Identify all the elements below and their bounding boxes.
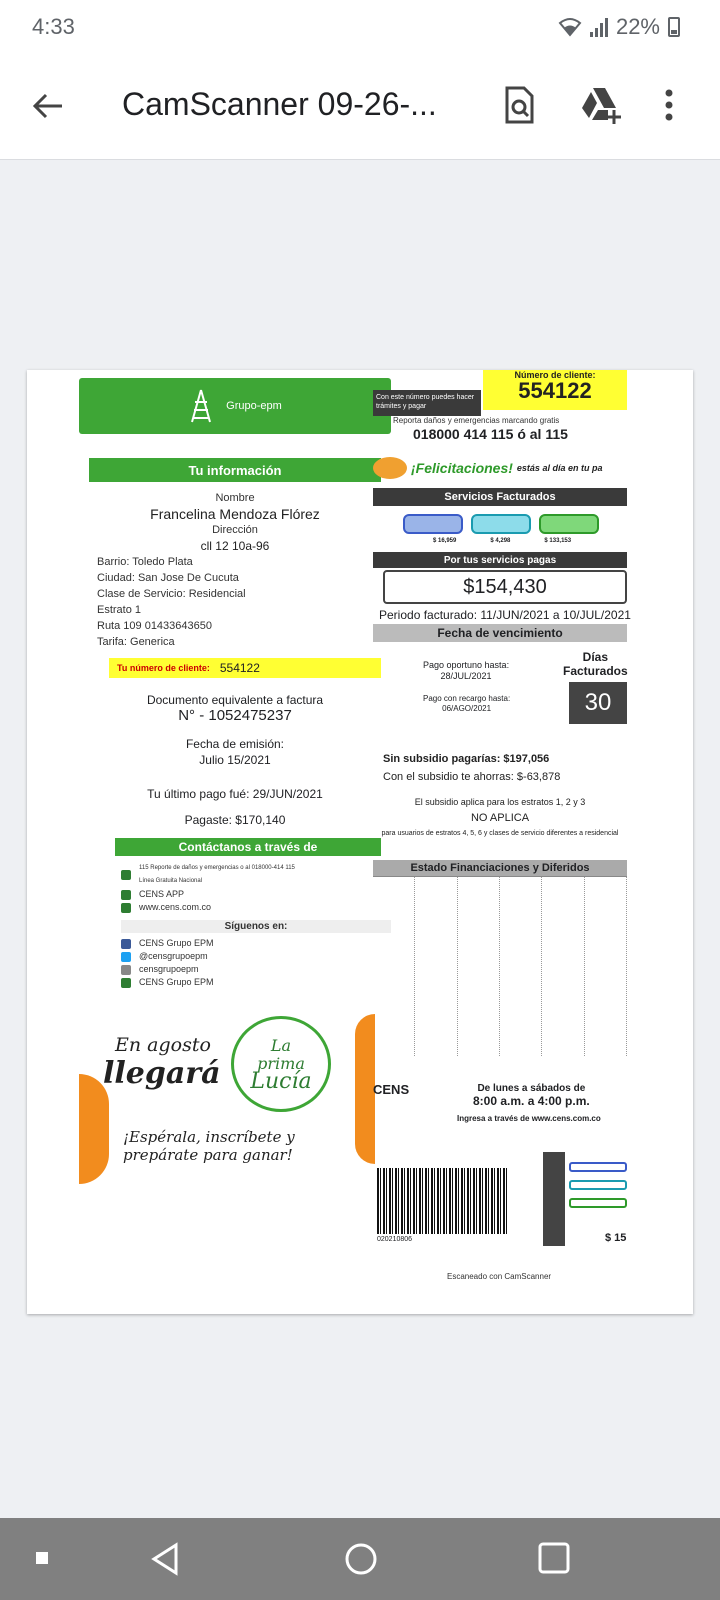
contact-item: www.cens.com.co xyxy=(121,901,391,914)
promo-line-3: ¡Espérala, inscríbete y prepárate para ganar! xyxy=(123,1128,295,1164)
phone-icon xyxy=(121,870,131,880)
dias-value: 30 xyxy=(569,682,627,724)
facebook-icon xyxy=(121,939,131,949)
tarifa: Tarifa: Generica xyxy=(97,636,175,648)
instagram-icon xyxy=(121,965,131,975)
find-in-document-button[interactable] xyxy=(496,82,542,128)
paid-amount: Pagaste: $170,140 xyxy=(184,813,286,827)
twitter-icon xyxy=(121,952,131,962)
bill-left-column xyxy=(79,378,391,1278)
financiaciones-title: Estado Financiaciones y Diferidos xyxy=(373,860,627,876)
felicitaciones-row: ¡Felicitaciones! estás al día en tu pa xyxy=(373,454,627,482)
contact-item: CENS APP xyxy=(121,888,391,901)
estrato: Estrato 1 xyxy=(97,604,142,616)
name-label: Nombre xyxy=(215,492,255,504)
scanned-page[interactable] xyxy=(27,370,693,1314)
cens-tower-logo xyxy=(188,388,214,424)
doc-info xyxy=(79,692,391,828)
battery-icon xyxy=(668,17,680,37)
status-icons xyxy=(558,14,680,40)
contact-title: Contáctanos a través de xyxy=(115,838,381,856)
social-item: CENS Grupo EPM xyxy=(121,937,391,950)
social-item: censgrupoepm xyxy=(121,963,391,976)
clase-servicio: Clase de Servicio: Residencial xyxy=(97,588,246,600)
client-number-box: Número de cliente: 554122 xyxy=(483,370,627,410)
address-label: Dirección xyxy=(212,524,258,536)
promo-line-2: llegará xyxy=(103,1056,221,1091)
drive-add-icon xyxy=(578,82,624,128)
billing-period: Periodo facturado: 11/JUN/2021 a 10/JUL/2021 xyxy=(379,608,631,622)
stub-pills xyxy=(569,1162,627,1208)
brand-banner xyxy=(79,378,391,434)
camscanner-watermark: Escaneado con CamScanner xyxy=(447,1272,552,1281)
add-to-drive-button[interactable] xyxy=(578,82,624,128)
wifi-icon xyxy=(558,17,582,37)
contact-list xyxy=(121,862,391,989)
vertical-pay-label xyxy=(543,1152,565,1246)
dias-label: Días Facturados xyxy=(563,650,628,678)
right-header xyxy=(373,370,627,416)
fruit-icon xyxy=(373,457,407,479)
document-search-icon xyxy=(496,82,542,128)
energy-service-pill xyxy=(403,514,463,534)
app-icon xyxy=(121,890,131,900)
web-icon xyxy=(121,903,131,913)
bill-right-column xyxy=(373,370,631,1270)
more-options-button[interactable] xyxy=(646,82,692,128)
status-time: 4:33 xyxy=(32,14,75,39)
doc-label: Documento equivalente a factura xyxy=(146,693,324,707)
brand-name: Grupo-epm xyxy=(226,400,282,412)
document-title: CamScanner 09-26-... xyxy=(122,86,437,122)
emision-label: Fecha de emisión: xyxy=(185,737,285,751)
follow-title: Síguenos en: xyxy=(121,920,391,933)
system-nav-bar xyxy=(0,1518,720,1600)
ciudad: Ciudad: San Jose De Cucuta xyxy=(97,572,239,584)
total-amount: $154,430 xyxy=(383,570,627,604)
more-vert-icon xyxy=(646,82,692,128)
arrow-back-icon xyxy=(28,86,68,126)
nav-dot-icon xyxy=(36,1552,48,1564)
document-viewer[interactable] xyxy=(0,160,720,1518)
ruta: Ruta 109 01433643650 xyxy=(97,620,212,632)
client-number-label: Tu número de cliente: xyxy=(117,663,210,673)
doc-number: N° - 1052475237 xyxy=(178,707,292,724)
nav-back-button[interactable] xyxy=(150,1542,180,1576)
promo-decoration xyxy=(355,1014,375,1164)
lighting-service-pill xyxy=(471,514,531,534)
back-button[interactable] xyxy=(28,86,68,126)
app-bar xyxy=(0,56,720,160)
pago-oportuno: Pago oportuno hasta: 28/JUL/2021 xyxy=(423,660,510,681)
promo-line-1: En agosto xyxy=(115,1034,211,1056)
tramites-note: Con este número puedes hacer trámites y pagar xyxy=(373,390,481,416)
customer-name: Francelina Mendoza Flórez xyxy=(150,506,320,522)
barrio: Barrio: Toledo Plata xyxy=(97,556,193,568)
youtube-icon xyxy=(121,978,131,988)
nav-recents-button[interactable] xyxy=(538,1542,570,1574)
servicios-title: Servicios Facturados xyxy=(373,488,627,506)
battery-percent: 22% xyxy=(615,14,660,39)
pagas-title: Por tus servicios pagas xyxy=(373,552,627,568)
report-note: Reporta daños y emergencias marcando gratis xyxy=(393,416,560,425)
nav-home-button[interactable] xyxy=(344,1542,378,1576)
last-payment: Tu último pago fué: 29/JUN/2021 xyxy=(147,787,323,801)
prima-lucia-badge: La prima Lucía xyxy=(231,1016,331,1112)
promo-banner xyxy=(79,1014,369,1184)
client-number: 554122 xyxy=(219,661,260,675)
payment-barcode xyxy=(377,1168,507,1234)
service-values: $ 16,959 $ 4,298 $ 133,153 xyxy=(433,538,572,544)
due-date-title: Fecha de vencimiento xyxy=(373,624,627,642)
emision-date: Julio 15/2021 xyxy=(199,753,271,767)
social-item: @censgrupoepm xyxy=(121,950,391,963)
website-note: Ingresa a través de www.cens.com.co xyxy=(457,1114,601,1123)
cens-label: CENS xyxy=(373,1082,410,1097)
info-section-title: Tu información xyxy=(89,458,381,482)
customer-info xyxy=(79,490,391,650)
office-hours: De lunes a sábados de 8:00 a.m. a 4:00 p.m. xyxy=(473,1083,590,1108)
barcode-number: 020210806 xyxy=(377,1236,413,1243)
client-number-row xyxy=(109,658,381,678)
status-bar xyxy=(0,0,720,56)
customer-address: cll 12 10a-96 xyxy=(200,539,270,553)
contact-item: 115 Reporte de daños y emergencias o al 018000-414 115 Línea Gratuita Nacional xyxy=(121,862,391,888)
other-service-pill xyxy=(539,514,599,534)
subsidy-note: El subsidio aplica para los estratos 1, 2 y 3 NO APLICA para usuarios de estratos 4, 5, 6 y clases de servicio diferentes a residencial xyxy=(381,797,619,837)
financiaciones-table xyxy=(373,876,627,1056)
subsidy-info: Sin subsidio pagarías: $197,056 Con el subsidio te ahorras: $-63,878 xyxy=(383,753,561,783)
social-item: CENS Grupo EPM xyxy=(121,976,391,989)
pago-recargo: Pago con recargo hasta: 06/AGO/2021 xyxy=(423,694,511,713)
emergency-phone: 018000 414 115 ó al 115 xyxy=(413,426,568,442)
service-pills xyxy=(403,514,599,534)
stub-amount: $ 15 xyxy=(605,1232,627,1244)
signal-icon xyxy=(590,17,608,37)
